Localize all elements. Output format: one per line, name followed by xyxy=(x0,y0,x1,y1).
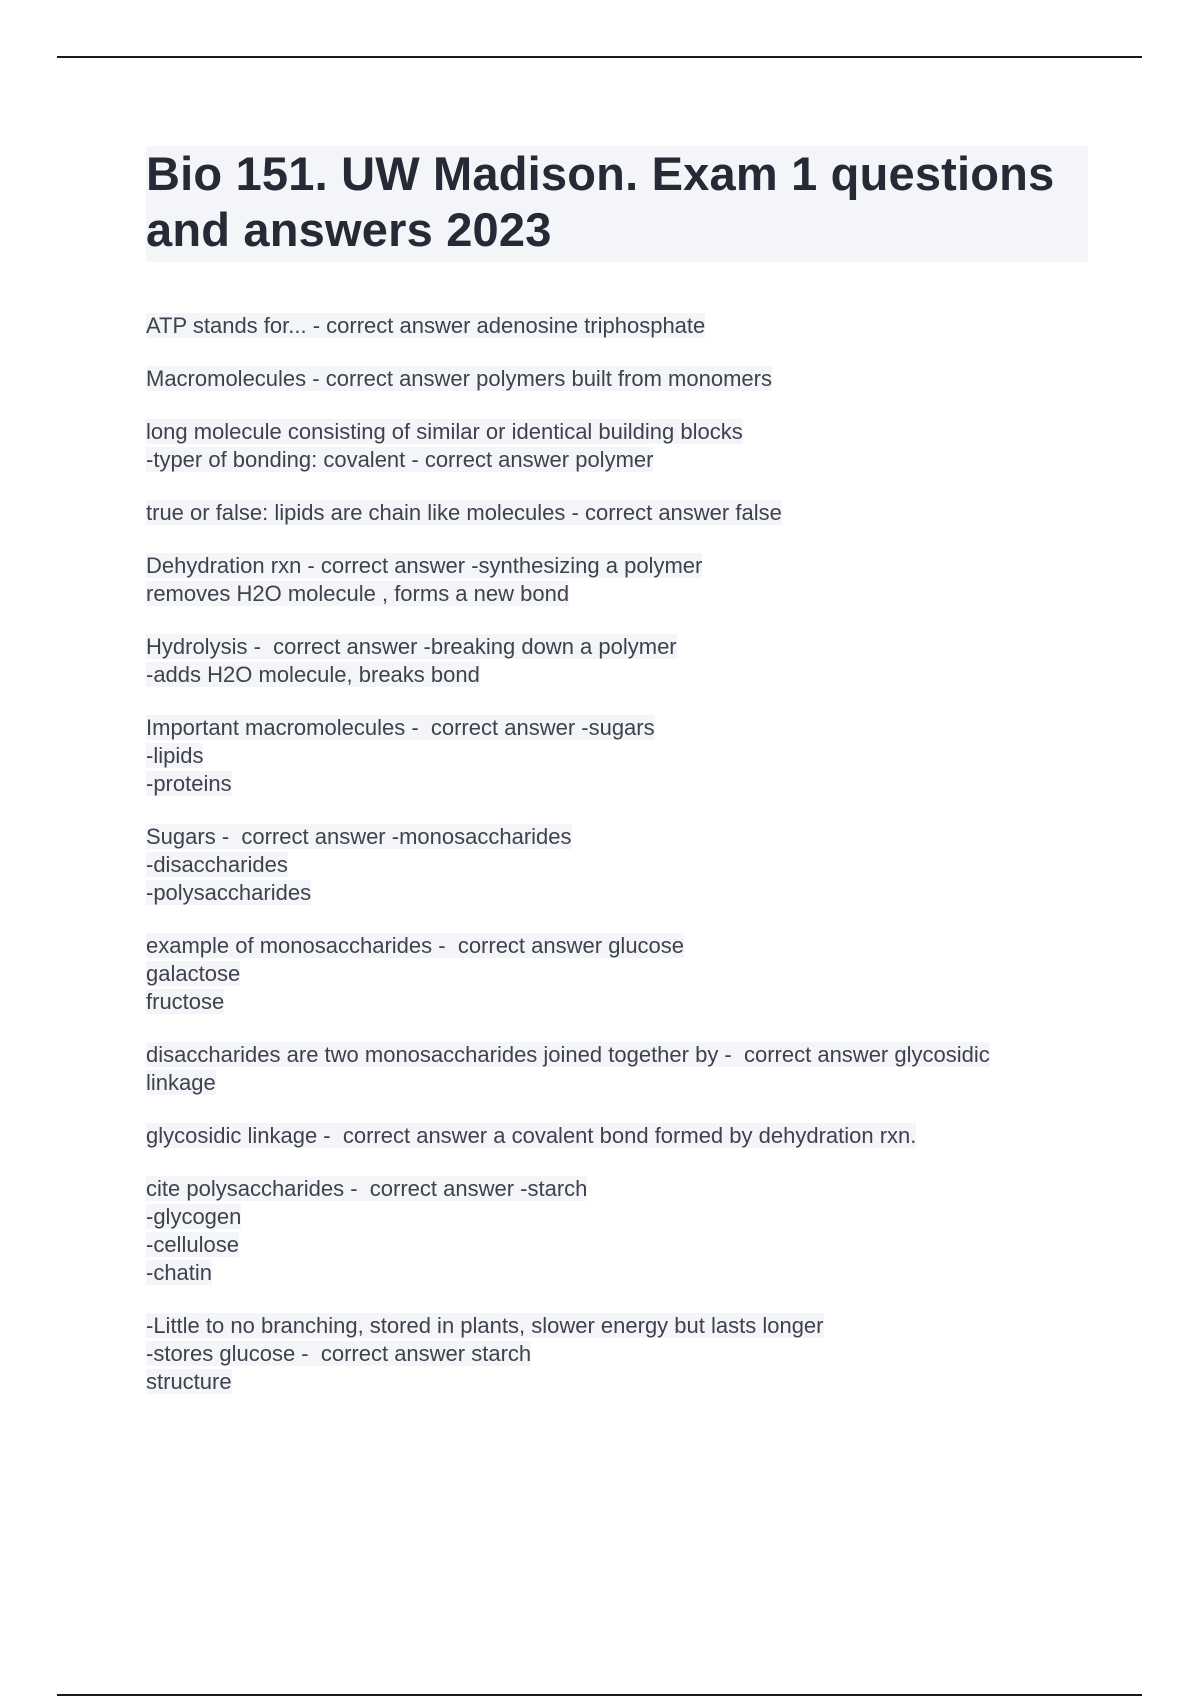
qa-item xyxy=(146,552,1106,608)
qa-line xyxy=(146,1041,1106,1069)
qa-item xyxy=(146,1041,1106,1097)
qa-line-text: -Little to no branching, stored in plants, slower energy but lasts longer xyxy=(146,1313,824,1338)
qa-line-text: -proteins xyxy=(146,771,232,796)
qa-line-text: -typer of bonding: covalent - correct answer polymer xyxy=(146,447,654,472)
qa-line-text: long molecule consisting of similar or identical building blocks xyxy=(146,419,743,444)
page-title xyxy=(146,146,1088,258)
qa-list xyxy=(146,312,1106,1421)
qa-line xyxy=(146,1069,1106,1097)
qa-line xyxy=(146,714,1106,742)
qa-item xyxy=(146,1122,1106,1150)
qa-line xyxy=(146,932,1106,960)
qa-line-text: disaccharides are two monosaccharides joined together by - correct answer glycosidic xyxy=(146,1042,990,1067)
title-line-1: Bio 151. UW Madison. Exam 1 questions xyxy=(146,147,1055,200)
qa-item xyxy=(146,1312,1106,1396)
bottom-rule xyxy=(57,1694,1142,1696)
qa-line xyxy=(146,552,1106,580)
qa-line xyxy=(146,823,1106,851)
qa-line-text: example of monosaccharides - correct answer glucose xyxy=(146,933,685,958)
qa-item xyxy=(146,365,1106,393)
qa-line-text: -polysaccharides xyxy=(146,880,312,905)
qa-line xyxy=(146,499,1106,527)
qa-line xyxy=(146,1312,1106,1340)
qa-line-text: glycosidic linkage - correct answer a covalent bond formed by dehydration rxn. xyxy=(146,1123,917,1148)
qa-line-text: structure xyxy=(146,1369,232,1394)
qa-line-text: cite polysaccharides - correct answer -starch xyxy=(146,1176,588,1201)
qa-item xyxy=(146,714,1106,798)
qa-line-text: Dehydration rxn - correct answer -synthesizing a polymer xyxy=(146,553,703,578)
qa-line-text: Sugars - correct answer -monosaccharides xyxy=(146,824,572,849)
qa-line xyxy=(146,365,1106,393)
qa-line xyxy=(146,879,1106,907)
qa-line-text: true or false: lipids are chain like molecules - correct answer false xyxy=(146,500,782,525)
qa-line-text: -glycogen xyxy=(146,1204,242,1229)
qa-line xyxy=(146,1203,1106,1231)
qa-line-text: Important macromolecules - correct answer -sugars xyxy=(146,715,655,740)
title-line-2: and answers 2023 xyxy=(146,203,552,256)
qa-line xyxy=(146,418,1106,446)
qa-line-text: -cellulose xyxy=(146,1232,239,1257)
qa-line xyxy=(146,1175,1106,1203)
qa-line xyxy=(146,742,1106,770)
qa-line-text: -disaccharides xyxy=(146,852,288,877)
qa-item xyxy=(146,418,1106,474)
qa-line xyxy=(146,633,1106,661)
qa-line xyxy=(146,988,1106,1016)
qa-line xyxy=(146,851,1106,879)
qa-line-text: removes H2O molecule , forms a new bond xyxy=(146,581,570,606)
title-block xyxy=(146,146,1088,262)
qa-line xyxy=(146,446,1106,474)
qa-line-text: -adds H2O molecule, breaks bond xyxy=(146,662,480,687)
top-rule xyxy=(57,56,1142,58)
qa-line-text: Hydrolysis - correct answer -breaking down a polymer xyxy=(146,634,677,659)
qa-line-text: -stores glucose - correct answer starch xyxy=(146,1341,532,1366)
qa-item xyxy=(146,312,1106,340)
qa-line-text: Macromolecules - correct answer polymers built from monomers xyxy=(146,366,772,391)
qa-line xyxy=(146,1368,1106,1396)
qa-line xyxy=(146,1259,1106,1287)
qa-line xyxy=(146,661,1106,689)
qa-line xyxy=(146,770,1106,798)
qa-line-text: ATP stands for... - correct answer adenosine triphosphate xyxy=(146,313,706,338)
qa-item xyxy=(146,823,1106,907)
qa-item xyxy=(146,499,1106,527)
qa-line xyxy=(146,312,1106,340)
qa-line xyxy=(146,1122,1106,1150)
qa-line xyxy=(146,960,1106,988)
qa-line xyxy=(146,1231,1106,1259)
qa-item xyxy=(146,1175,1106,1287)
qa-line xyxy=(146,580,1106,608)
qa-item xyxy=(146,633,1106,689)
qa-line xyxy=(146,1340,1106,1368)
qa-line-text: linkage xyxy=(146,1070,216,1095)
qa-item xyxy=(146,932,1106,1016)
qa-line-text: galactose xyxy=(146,961,241,986)
qa-line-text: -lipids xyxy=(146,743,204,768)
qa-line-text: -chatin xyxy=(146,1260,213,1285)
qa-line-text: fructose xyxy=(146,989,225,1014)
